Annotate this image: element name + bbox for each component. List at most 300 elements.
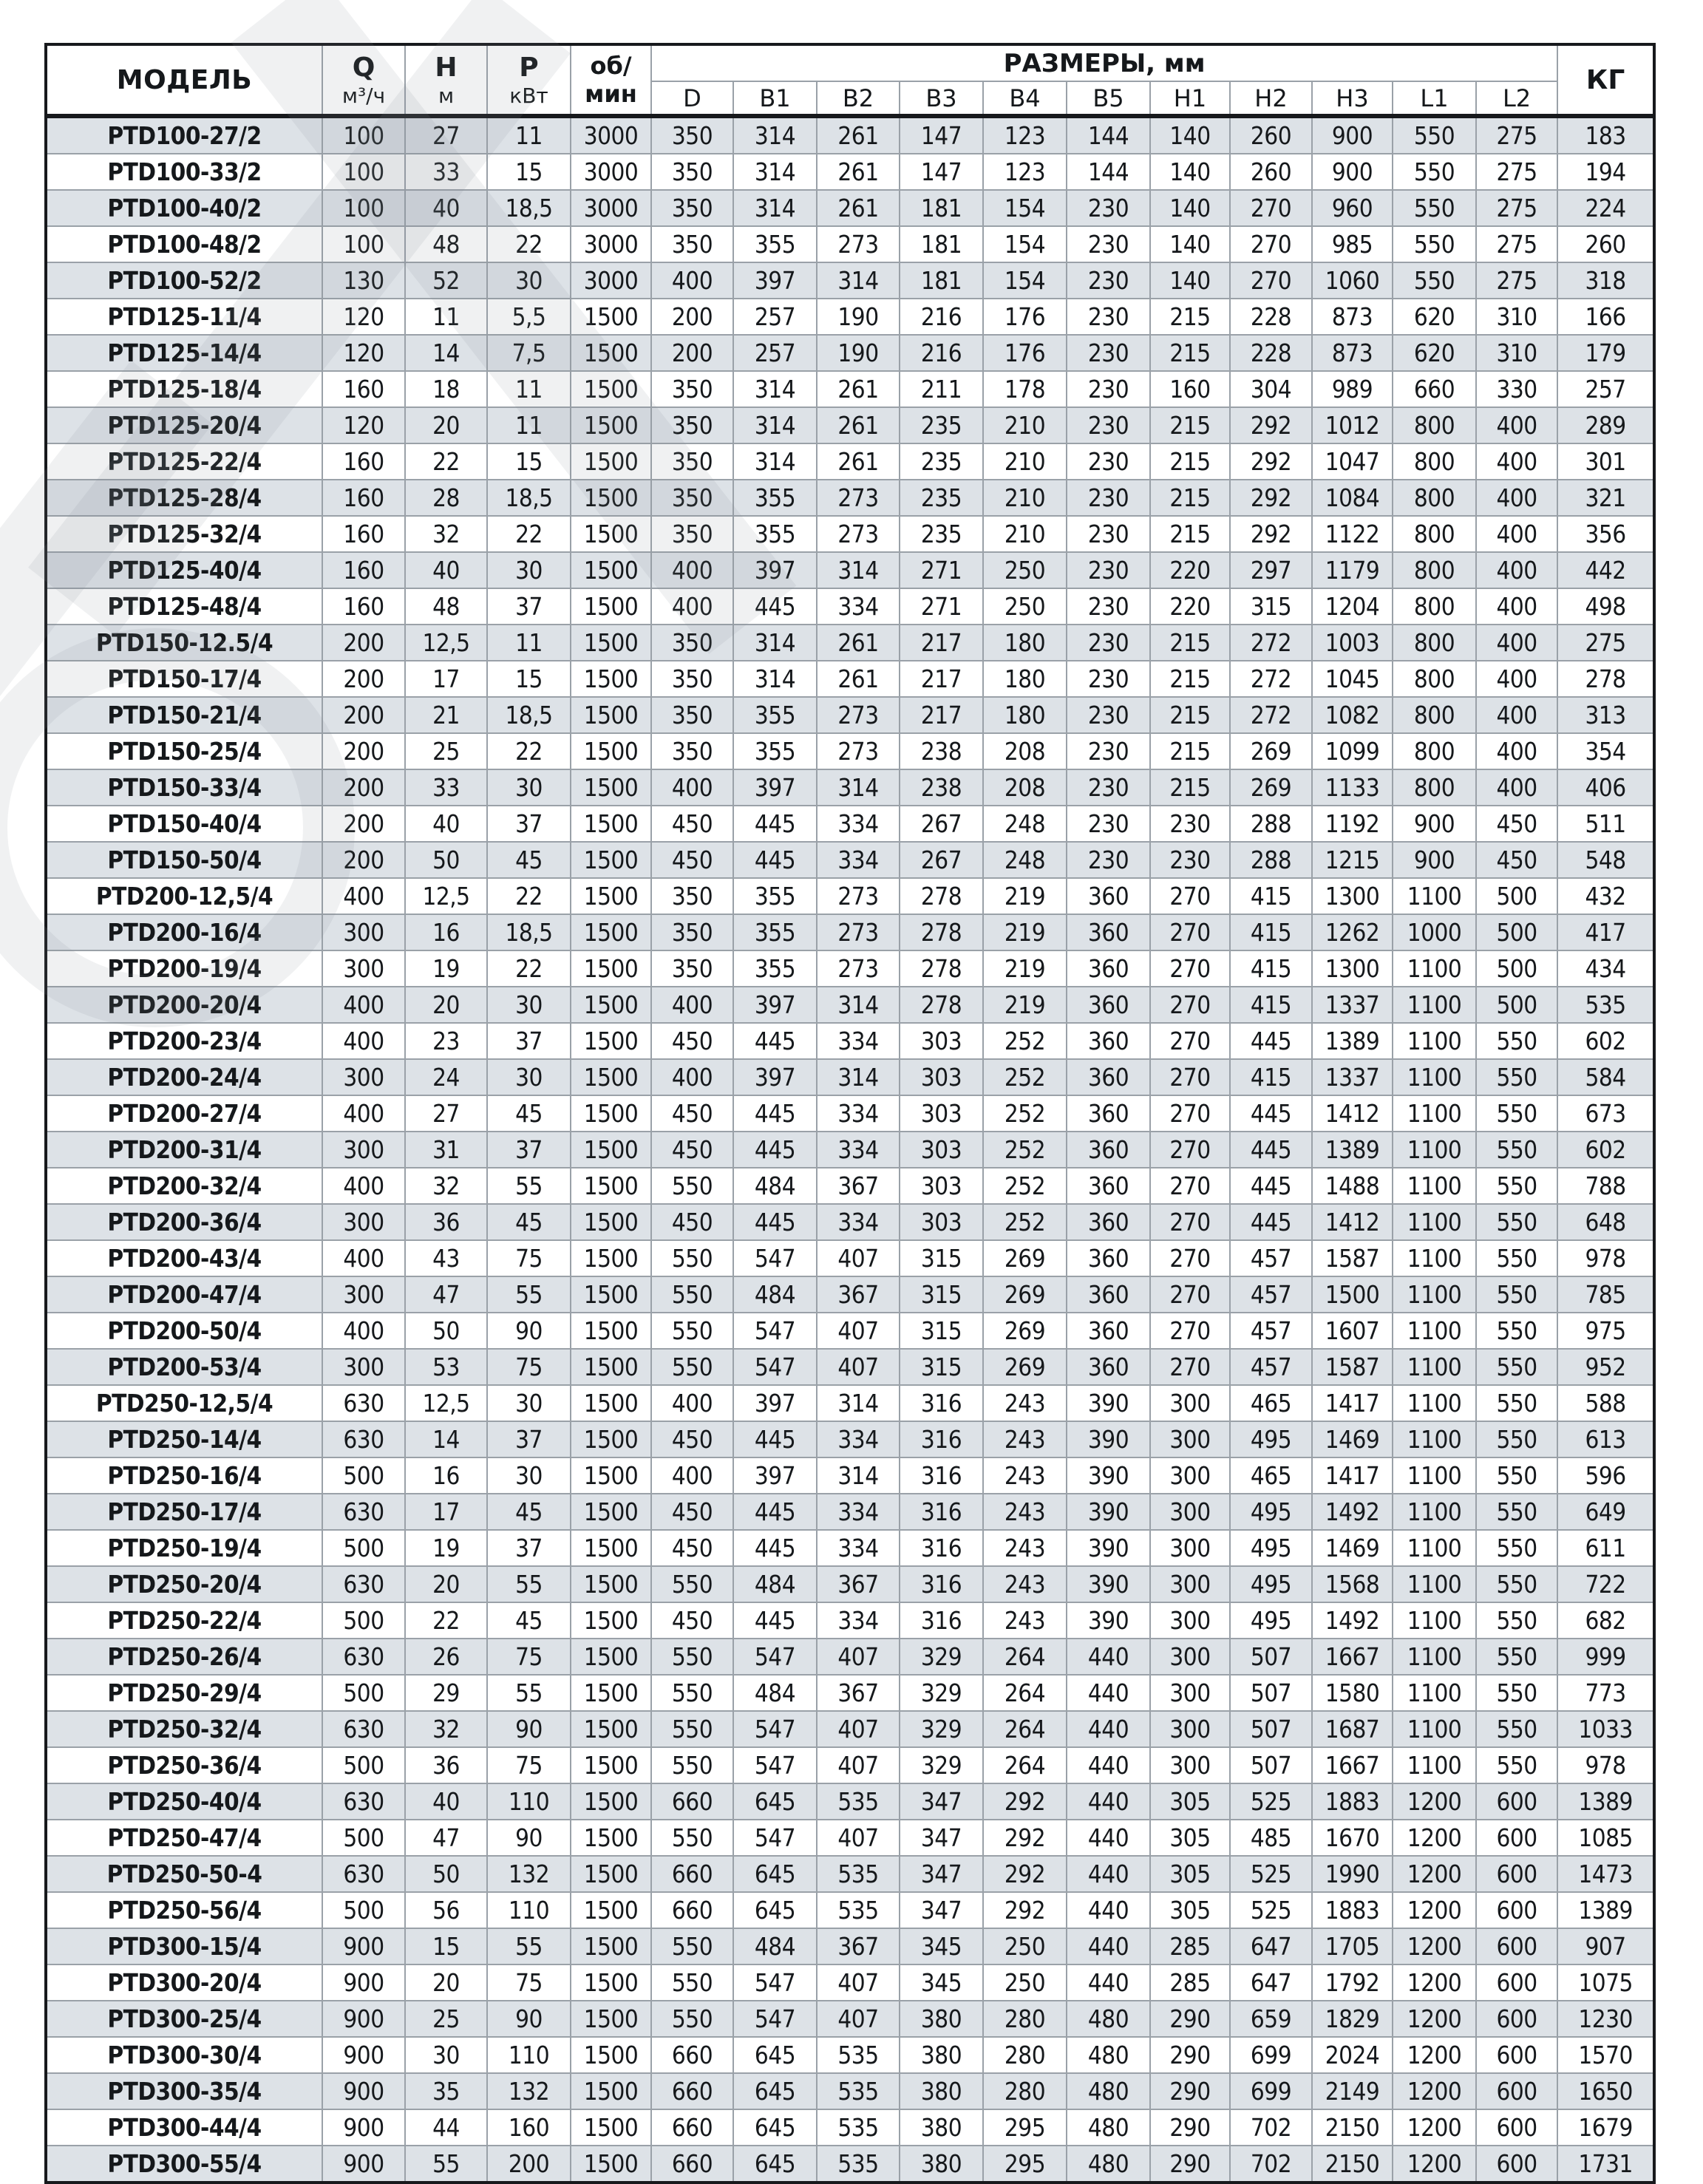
value-cell-d: 550 [651,1928,733,1964]
value-cell-rpm: 1500 [571,1059,651,1095]
value-cell-b4: 180 [983,661,1067,697]
value-cell-h1: 215 [1150,407,1230,443]
value-cell-h2: 445 [1230,1204,1312,1240]
value-cell-b4: 243 [983,1457,1067,1494]
value-cell-h: 21 [405,697,487,733]
value-cell-l1: 1200 [1393,2073,1476,2109]
table-row [46,1530,1654,1566]
value-cell-b3: 303 [900,1204,983,1240]
value-cell-h2: 288 [1230,842,1312,878]
value-cell-rpm: 1500 [571,1095,651,1132]
value-cell-h3: 1990 [1312,1856,1393,1892]
value-cell-b5: 440 [1067,1856,1150,1892]
value-cell-h1: 270 [1150,1313,1230,1349]
value-cell-rpm: 1500 [571,697,651,733]
value-cell-b1: 355 [733,480,817,516]
value-cell-b4: 250 [983,588,1067,625]
value-cell-d: 400 [651,769,733,806]
value-cell-p: 11 [487,407,571,443]
value-cell-q: 400 [322,987,405,1023]
value-cell-h: 55 [405,2146,487,2183]
table-row [46,190,1654,226]
value-cell-l1: 1100 [1393,1639,1476,1675]
column-header-B1: B1 [733,81,817,116]
value-cell-h2: 228 [1230,335,1312,371]
value-cell-kg: 278 [1557,661,1654,697]
value-cell-b5: 230 [1067,443,1150,480]
value-cell-l2: 400 [1476,443,1557,480]
value-cell-b2: 334 [817,842,900,878]
model-cell: PTD200-27/4 [46,1095,322,1132]
value-cell-b1: 445 [733,1421,817,1457]
value-cell-l2: 550 [1476,1095,1557,1132]
value-cell-h1: 290 [1150,2109,1230,2146]
value-cell-h3: 1082 [1312,697,1393,733]
value-cell-kg: 649 [1557,1494,1654,1530]
model-cell: PTD250-36/4 [46,1747,322,1783]
value-cell-p: 90 [487,2001,571,2037]
value-cell-h: 19 [405,950,487,987]
value-cell-b2: 535 [817,2146,900,2183]
value-cell-p: 200 [487,2146,571,2183]
model-cell: PTD300-55/4 [46,2146,322,2183]
model-cell: PTD200-31/4 [46,1132,322,1168]
value-cell-b3: 316 [900,1385,983,1421]
value-cell-l2: 500 [1476,914,1557,950]
value-cell-b5: 360 [1067,914,1150,950]
value-cell-kg: 179 [1557,335,1654,371]
value-cell-rpm: 1500 [571,625,651,661]
value-cell-b4: 252 [983,1168,1067,1204]
table-row [46,1132,1654,1168]
value-cell-b4: 248 [983,842,1067,878]
value-cell-b4: 219 [983,878,1067,914]
value-cell-b4: 154 [983,190,1067,226]
value-cell-q: 400 [322,1168,405,1204]
value-cell-p: 15 [487,154,571,190]
value-cell-h: 20 [405,1566,487,1602]
value-cell-b3: 211 [900,371,983,407]
value-cell-rpm: 1500 [571,1349,651,1385]
value-cell-rpm: 1500 [571,1711,651,1747]
model-cell: PTD250-40/4 [46,1783,322,1820]
value-cell-h3: 1262 [1312,914,1393,950]
value-cell-q: 400 [322,1240,405,1276]
value-cell-b3: 147 [900,154,983,190]
value-cell-b4: 180 [983,697,1067,733]
value-cell-d: 400 [651,552,733,588]
value-cell-d: 400 [651,1385,733,1421]
value-cell-rpm: 1500 [571,842,651,878]
value-cell-b2: 407 [817,2001,900,2037]
value-cell-l1: 1200 [1393,1928,1476,1964]
value-cell-b1: 547 [733,1639,817,1675]
value-cell-b4: 208 [983,733,1067,769]
value-cell-h: 40 [405,552,487,588]
value-cell-h: 32 [405,1168,487,1204]
value-cell-l1: 1200 [1393,2109,1476,2146]
column-header-model: МОДЕЛЬ [46,44,322,116]
value-cell-h2: 495 [1230,1530,1312,1566]
value-cell-b5: 230 [1067,299,1150,335]
value-cell-rpm: 1500 [571,1892,651,1928]
value-cell-b2: 334 [817,806,900,842]
value-cell-d: 400 [651,262,733,299]
value-cell-b3: 267 [900,806,983,842]
value-cell-q: 630 [322,1783,405,1820]
value-cell-h: 29 [405,1675,487,1711]
value-cell-b2: 261 [817,154,900,190]
value-cell-h1: 160 [1150,371,1230,407]
value-cell-h: 17 [405,661,487,697]
value-cell-b5: 480 [1067,2001,1150,2037]
value-cell-kg: 975 [1557,1313,1654,1349]
model-cell: PTD100-48/2 [46,226,322,262]
value-cell-b2: 314 [817,262,900,299]
value-cell-p: 45 [487,842,571,878]
value-cell-h2: 269 [1230,769,1312,806]
column-header-H2: H2 [1230,81,1312,116]
value-cell-h2: 415 [1230,987,1312,1023]
value-cell-h: 20 [405,987,487,1023]
value-cell-rpm: 1500 [571,733,651,769]
value-cell-b1: 445 [733,1095,817,1132]
value-cell-p: 30 [487,987,571,1023]
value-cell-kg: 354 [1557,733,1654,769]
value-cell-l2: 400 [1476,733,1557,769]
value-cell-l2: 550 [1476,1276,1557,1313]
value-cell-l1: 1100 [1393,1240,1476,1276]
value-cell-kg: 183 [1557,116,1654,154]
value-cell-l2: 600 [1476,1856,1557,1892]
value-cell-h: 17 [405,1494,487,1530]
value-cell-h2: 495 [1230,1421,1312,1457]
value-cell-b2: 273 [817,878,900,914]
value-cell-h1: 215 [1150,480,1230,516]
model-cell: PTD300-20/4 [46,1964,322,2001]
value-cell-kg: 1473 [1557,1856,1654,1892]
value-cell-rpm: 1500 [571,2037,651,2073]
value-cell-h: 32 [405,1711,487,1747]
value-cell-kg: 1731 [1557,2146,1654,2183]
value-cell-h2: 445 [1230,1095,1312,1132]
value-cell-p: 45 [487,1494,571,1530]
value-cell-h1: 215 [1150,335,1230,371]
value-cell-l1: 800 [1393,625,1476,661]
table-row [46,1313,1654,1349]
value-cell-b1: 445 [733,588,817,625]
value-cell-l1: 550 [1393,116,1476,154]
value-cell-h3: 1122 [1312,516,1393,552]
table-row [46,516,1654,552]
value-cell-d: 450 [651,1421,733,1457]
value-cell-rpm: 1500 [571,552,651,588]
value-cell-kg: 535 [1557,987,1654,1023]
value-cell-b1: 547 [733,1240,817,1276]
value-cell-h: 50 [405,1313,487,1349]
value-cell-kg: 432 [1557,878,1654,914]
value-cell-b5: 440 [1067,1747,1150,1783]
model-cell: PTD125-28/4 [46,480,322,516]
rpm-line2: мин [585,80,637,108]
value-cell-q: 200 [322,661,405,697]
value-cell-d: 350 [651,443,733,480]
value-cell-h: 20 [405,407,487,443]
value-cell-p: 18,5 [487,697,571,733]
value-cell-b1: 547 [733,1964,817,2001]
value-cell-h2: 415 [1230,878,1312,914]
value-cell-rpm: 1500 [571,2001,651,2037]
model-cell: PTD200-19/4 [46,950,322,987]
value-cell-b1: 645 [733,2109,817,2146]
value-cell-q: 900 [322,2109,405,2146]
value-cell-p: 18,5 [487,914,571,950]
value-cell-b5: 230 [1067,552,1150,588]
value-cell-h1: 220 [1150,552,1230,588]
value-cell-h2: 457 [1230,1349,1312,1385]
value-cell-b3: 278 [900,914,983,950]
value-cell-h1: 270 [1150,1095,1230,1132]
value-cell-kg: 596 [1557,1457,1654,1494]
value-cell-h3: 1337 [1312,1059,1393,1095]
value-cell-b5: 144 [1067,154,1150,190]
value-cell-l2: 550 [1476,1385,1557,1421]
value-cell-rpm: 1500 [571,1385,651,1421]
table-row [46,842,1654,878]
value-cell-h1: 300 [1150,1385,1230,1421]
value-cell-b5: 440 [1067,1711,1150,1747]
model-cell: PTD150-25/4 [46,733,322,769]
value-cell-p: 37 [487,806,571,842]
value-cell-b2: 314 [817,1457,900,1494]
value-cell-b3: 347 [900,1892,983,1928]
value-cell-h2: 525 [1230,1892,1312,1928]
value-cell-b4: 219 [983,987,1067,1023]
value-cell-b2: 407 [817,1964,900,2001]
power-unit: кВт [509,84,548,108]
value-cell-rpm: 1500 [571,1566,651,1602]
value-cell-h1: 270 [1150,1240,1230,1276]
value-cell-b3: 316 [900,1602,983,1639]
value-cell-b4: 248 [983,806,1067,842]
value-cell-b4: 210 [983,516,1067,552]
model-cell: PTD100-40/2 [46,190,322,226]
model-cell: PTD250-17/4 [46,1494,322,1530]
model-cell: PTD125-18/4 [46,371,322,407]
value-cell-b1: 355 [733,697,817,733]
value-cell-q: 900 [322,1928,405,1964]
value-cell-b5: 480 [1067,2109,1150,2146]
model-cell: PTD250-56/4 [46,1892,322,1928]
value-cell-kg: 1389 [1557,1892,1654,1928]
value-cell-kg: 648 [1557,1204,1654,1240]
model-cell: PTD250-32/4 [46,1711,322,1747]
value-cell-p: 11 [487,625,571,661]
value-cell-h1: 215 [1150,299,1230,335]
value-cell-h1: 215 [1150,769,1230,806]
model-cell: PTD200-32/4 [46,1168,322,1204]
value-cell-b5: 230 [1067,516,1150,552]
value-cell-b2: 407 [817,1349,900,1385]
value-cell-h3: 873 [1312,335,1393,371]
value-cell-h1: 300 [1150,1675,1230,1711]
value-cell-b1: 484 [733,1276,817,1313]
table-row [46,1494,1654,1530]
value-cell-h: 27 [405,1095,487,1132]
value-cell-b2: 273 [817,516,900,552]
value-cell-kg: 907 [1557,1928,1654,1964]
value-cell-h1: 270 [1150,914,1230,950]
value-cell-h1: 305 [1150,1783,1230,1820]
value-cell-kg: 1650 [1557,2073,1654,2109]
value-cell-q: 400 [322,878,405,914]
value-cell-q: 160 [322,371,405,407]
value-cell-b5: 230 [1067,625,1150,661]
value-cell-b3: 216 [900,335,983,371]
value-cell-d: 350 [651,516,733,552]
value-cell-h3: 1705 [1312,1928,1393,1964]
value-cell-h: 28 [405,480,487,516]
value-cell-d: 450 [651,1095,733,1132]
value-cell-p: 45 [487,1095,571,1132]
value-cell-b5: 360 [1067,1059,1150,1095]
value-cell-h: 53 [405,1349,487,1385]
value-cell-kg: 260 [1557,226,1654,262]
value-cell-b1: 547 [733,1711,817,1747]
value-cell-h3: 2149 [1312,2073,1393,2109]
value-cell-rpm: 1500 [571,1675,651,1711]
value-cell-b3: 316 [900,1494,983,1530]
value-cell-b3: 235 [900,407,983,443]
value-cell-h: 36 [405,1747,487,1783]
model-cell: PTD300-25/4 [46,2001,322,2037]
value-cell-h: 20 [405,1964,487,2001]
value-cell-l1: 800 [1393,588,1476,625]
value-cell-b5: 360 [1067,1276,1150,1313]
value-cell-b2: 273 [817,914,900,950]
value-cell-h: 16 [405,914,487,950]
column-header-B4: B4 [983,81,1067,116]
value-cell-h3: 900 [1312,116,1393,154]
model-cell: PTD300-30/4 [46,2037,322,2073]
value-cell-b4: 292 [983,1783,1067,1820]
value-cell-l2: 275 [1476,226,1557,262]
value-cell-h1: 305 [1150,1820,1230,1856]
value-cell-l1: 1100 [1393,1457,1476,1494]
value-cell-l1: 620 [1393,335,1476,371]
value-cell-l1: 1100 [1393,1023,1476,1059]
table-row [46,1240,1654,1276]
value-cell-q: 160 [322,552,405,588]
value-cell-p: 75 [487,1349,571,1385]
value-cell-d: 350 [651,661,733,697]
column-header-H3: H3 [1312,81,1393,116]
value-cell-b4: 178 [983,371,1067,407]
value-cell-b2: 535 [817,2037,900,2073]
value-cell-b5: 360 [1067,1095,1150,1132]
value-cell-l1: 900 [1393,806,1476,842]
value-cell-l2: 550 [1476,1313,1557,1349]
value-cell-h3: 1084 [1312,480,1393,516]
value-cell-b1: 547 [733,1820,817,1856]
value-cell-l2: 600 [1476,1820,1557,1856]
model-cell: PTD125-14/4 [46,335,322,371]
value-cell-h: 18 [405,371,487,407]
value-cell-b1: 445 [733,1204,817,1240]
value-cell-l1: 1200 [1393,1820,1476,1856]
value-cell-l2: 550 [1476,1204,1557,1240]
value-cell-h1: 220 [1150,588,1230,625]
value-cell-rpm: 1500 [571,769,651,806]
value-cell-p: 45 [487,1204,571,1240]
table-row [46,914,1654,950]
value-cell-l1: 1200 [1393,2037,1476,2073]
value-cell-h: 12,5 [405,625,487,661]
value-cell-b4: 243 [983,1530,1067,1566]
value-cell-rpm: 1500 [571,987,651,1023]
value-cell-p: 30 [487,262,571,299]
value-cell-h3: 1492 [1312,1602,1393,1639]
value-cell-l2: 275 [1476,262,1557,299]
value-cell-q: 200 [322,625,405,661]
value-cell-d: 450 [651,842,733,878]
value-cell-kg: 788 [1557,1168,1654,1204]
value-cell-q: 300 [322,1132,405,1168]
value-cell-kg: 301 [1557,443,1654,480]
value-cell-b1: 355 [733,226,817,262]
value-cell-b4: 210 [983,443,1067,480]
column-header-L1: L1 [1393,81,1476,116]
value-cell-b5: 360 [1067,1168,1150,1204]
value-cell-h: 47 [405,1820,487,1856]
value-cell-rpm: 3000 [571,116,651,154]
value-cell-h2: 415 [1230,950,1312,987]
value-cell-q: 160 [322,443,405,480]
value-cell-kg: 313 [1557,697,1654,733]
value-cell-d: 450 [651,1204,733,1240]
value-cell-b4: 295 [983,2146,1067,2183]
pump-spec-table [44,43,1656,2184]
value-cell-h1: 270 [1150,1059,1230,1095]
value-cell-kg: 442 [1557,552,1654,588]
value-cell-h: 30 [405,2037,487,2073]
value-cell-h3: 1883 [1312,1892,1393,1928]
value-cell-h3: 2150 [1312,2109,1393,2146]
value-cell-l2: 450 [1476,806,1557,842]
value-cell-l2: 550 [1476,1421,1557,1457]
value-cell-h3: 1687 [1312,1711,1393,1747]
value-cell-l1: 1100 [1393,1095,1476,1132]
value-cell-l2: 400 [1476,625,1557,661]
table-row [46,1892,1654,1928]
table-row [46,1421,1654,1457]
value-cell-q: 300 [322,950,405,987]
value-cell-h1: 305 [1150,1892,1230,1928]
value-cell-h1: 140 [1150,226,1230,262]
value-cell-b3: 315 [900,1349,983,1385]
value-cell-b1: 397 [733,987,817,1023]
value-cell-q: 200 [322,697,405,733]
value-cell-kg: 275 [1557,625,1654,661]
value-cell-p: 7,5 [487,335,571,371]
table-row [46,2073,1654,2109]
value-cell-b4: 264 [983,1747,1067,1783]
value-cell-b1: 645 [733,2037,817,2073]
value-cell-b2: 535 [817,2073,900,2109]
value-cell-p: 30 [487,769,571,806]
value-cell-rpm: 1500 [571,1421,651,1457]
value-cell-b3: 271 [900,552,983,588]
